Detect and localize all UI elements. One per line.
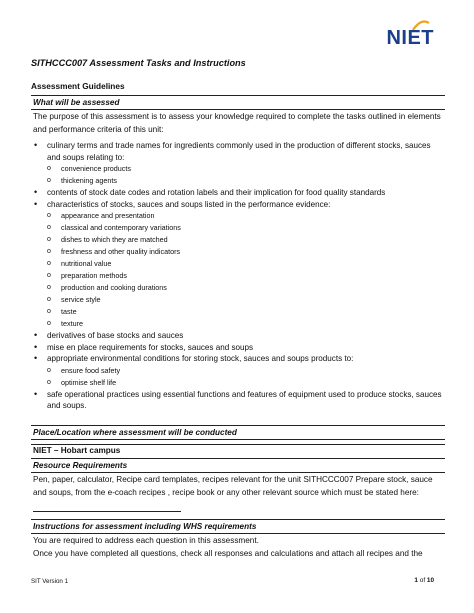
resources-text: Pen, paper, calculator, Recipe card templates, recipes relevant for the unit SITHCCC007 Prepare stock, sauce and soups, from the e-coach recipes , recipe book or any other relevant source which must be stated here: <box>33 475 433 497</box>
page-total: 10 <box>426 577 434 584</box>
page-current: 1 <box>414 577 418 584</box>
criteria-bullet: • characteristics of stocks, sauces and soups listed in the performance evidence: <box>31 199 445 211</box>
criteria-bullet: • culinary terms and trade names for ingredients commonly used in the production of different stocks, sauces and soups relating to: <box>31 140 445 163</box>
page-of: of <box>419 577 426 584</box>
section-header-what-assessed: What will be assessed <box>31 95 445 110</box>
criteria-sub-bullet: o taste <box>31 306 445 318</box>
assessment-purpose-text: The purpose of this assessment is to assess your knowledge required to complete the tasks outlined in elements and performance criteria of this unit: <box>33 112 441 134</box>
section-resources <box>31 458 445 512</box>
criteria-sub-bullet: o nutritional value <box>31 258 445 270</box>
logo-text: NIET <box>386 27 434 49</box>
criteria-bullet: • appropriate environmental conditions for storing stock, sauces and soups products to: <box>31 353 445 365</box>
criteria-sub-bullet: o preparation methods <box>31 270 445 282</box>
section-instructions <box>31 519 445 560</box>
assessment-guidelines-heading: Assessment Guidelines <box>31 81 125 91</box>
criteria-sub-bullet: o production and cooking durations <box>31 282 445 294</box>
section-header-resources: Resource Requirements <box>31 458 445 473</box>
criteria-sub-bullet: o thickening agents <box>31 175 445 187</box>
criteria-sub-bullet: o optimise shelf life <box>31 377 445 389</box>
criteria-sub-bullet: o freshness and other quality indicators <box>31 246 445 258</box>
criteria-sub-bullet: o convenience products <box>31 163 445 175</box>
criteria-bullet: • contents of stock date codes and rotation labels and their implication for food quality standards <box>31 187 445 199</box>
criteria-sub-bullet: o appearance and presentation <box>31 210 445 222</box>
criteria-sub-bullet: o classical and contemporary variations <box>31 222 445 234</box>
criteria-sub-bullet: o ensure food safety <box>31 365 445 377</box>
location-value-row <box>31 444 445 457</box>
assessment-criteria-list <box>31 140 445 412</box>
section-header-location: Place/Location where assessment will be conducted <box>31 425 445 440</box>
criteria-sub-bullet: o service style <box>31 294 445 306</box>
section-header-instructions: Instructions for assessment including WHS requirements <box>31 519 445 534</box>
footer-page-number <box>414 577 434 584</box>
instructions-line-2: Once you have completed all questions, check all responses and calculations and attach all recipes and the <box>33 548 423 558</box>
section-what-assessed <box>31 95 445 137</box>
location-value: NIET – Hobart campus <box>33 446 121 455</box>
section-location <box>31 425 445 440</box>
criteria-sub-bullet: o texture <box>31 318 445 330</box>
document-title: SITHCCC007 Assessment Tasks and Instructions <box>31 58 246 68</box>
recipe-source-blank-line[interactable] <box>33 500 181 512</box>
footer-version: SIT Version 1 <box>31 578 69 585</box>
criteria-bullet: • mise en place requirements for stocks, sauces and soups <box>31 342 445 354</box>
criteria-sub-bullet: o dishes to which they are matched <box>31 234 445 246</box>
criteria-bullet: • derivatives of base stocks and sauces <box>31 330 445 342</box>
niet-logo <box>366 22 434 50</box>
criteria-bullet: • safe operational practices using essential functions and features of equipment used to produce stocks, sauces and soups. <box>31 389 445 412</box>
instructions-line-1: You are required to address each question in this assessment. <box>33 536 259 545</box>
